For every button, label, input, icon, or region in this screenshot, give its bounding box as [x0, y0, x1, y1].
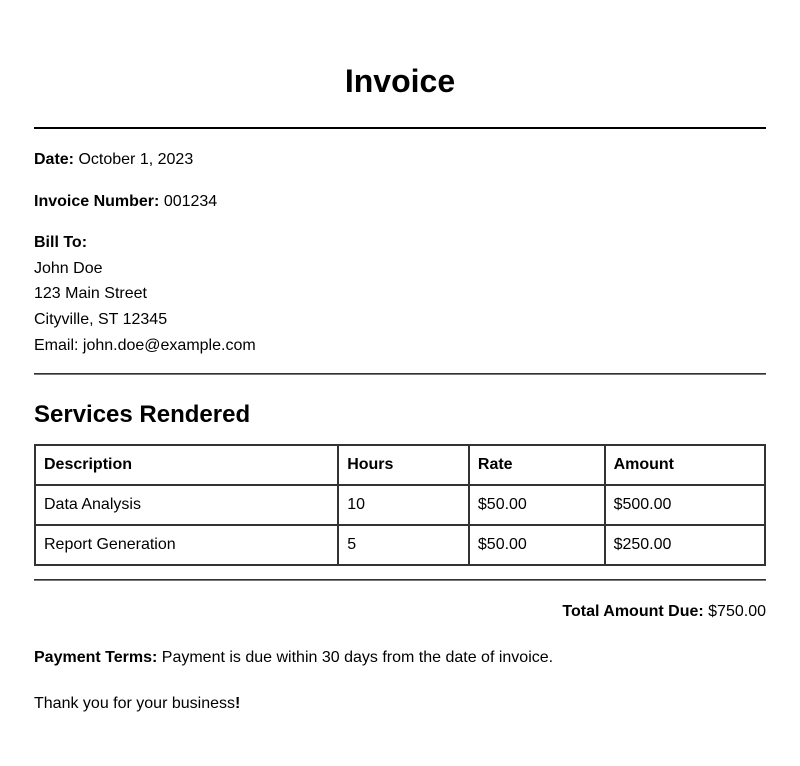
cell-rate: $50.00 — [469, 525, 605, 565]
column-header-description: Description — [35, 445, 338, 485]
date-value: October 1, 2023 — [78, 151, 194, 168]
bill-to-name: John Doe — [34, 260, 103, 277]
column-header-hours: Hours — [338, 445, 469, 485]
column-header-rate: Rate — [469, 445, 605, 485]
total-label: Total Amount Due: — [562, 603, 704, 620]
table-header-row — [35, 445, 765, 485]
table-row — [35, 525, 765, 565]
date-label: Date: — [34, 151, 75, 168]
invoice-number-label: Invoice Number: — [34, 193, 160, 210]
invoice-number-value: 001234 — [163, 193, 218, 210]
column-header-amount: Amount — [605, 445, 765, 485]
services-heading: Services Rendered — [34, 401, 251, 428]
table-row — [35, 485, 765, 525]
total-value: $750.00 — [708, 603, 766, 620]
thank-you-text: Thank you for your business — [34, 695, 235, 712]
cell-amount: $500.00 — [605, 485, 765, 525]
cell-hours: 5 — [338, 525, 469, 565]
total-amount-due — [562, 602, 766, 622]
payment-terms — [34, 648, 553, 668]
thank-you-mark: ! — [235, 695, 241, 712]
cell-description: Report Generation — [35, 525, 338, 565]
date-field — [34, 150, 193, 170]
services-table — [34, 444, 766, 566]
bill-to-label-field — [34, 233, 87, 253]
cell-description: Data Analysis — [35, 485, 338, 525]
cell-rate: $50.00 — [469, 485, 605, 525]
bill-to-city: Cityville, ST 12345 — [34, 311, 168, 328]
bill-to-street: 123 Main Street — [34, 285, 147, 302]
bill-to-email: Email: john.doe@example.com — [34, 337, 256, 354]
thank-you-note — [34, 694, 240, 714]
bill-to-label: Bill To: — [34, 234, 88, 251]
payment-terms-text: Payment is due within 30 days from the date of invoice. — [161, 649, 554, 666]
cell-hours: 10 — [338, 485, 469, 525]
invoice-number-field — [34, 192, 217, 212]
top-divider — [34, 127, 766, 129]
cell-amount: $250.00 — [605, 525, 765, 565]
middle-divider — [34, 373, 766, 375]
payment-terms-label: Payment Terms: — [34, 649, 158, 666]
invoice-title: Invoice — [344, 63, 456, 99]
lower-divider — [34, 579, 766, 581]
